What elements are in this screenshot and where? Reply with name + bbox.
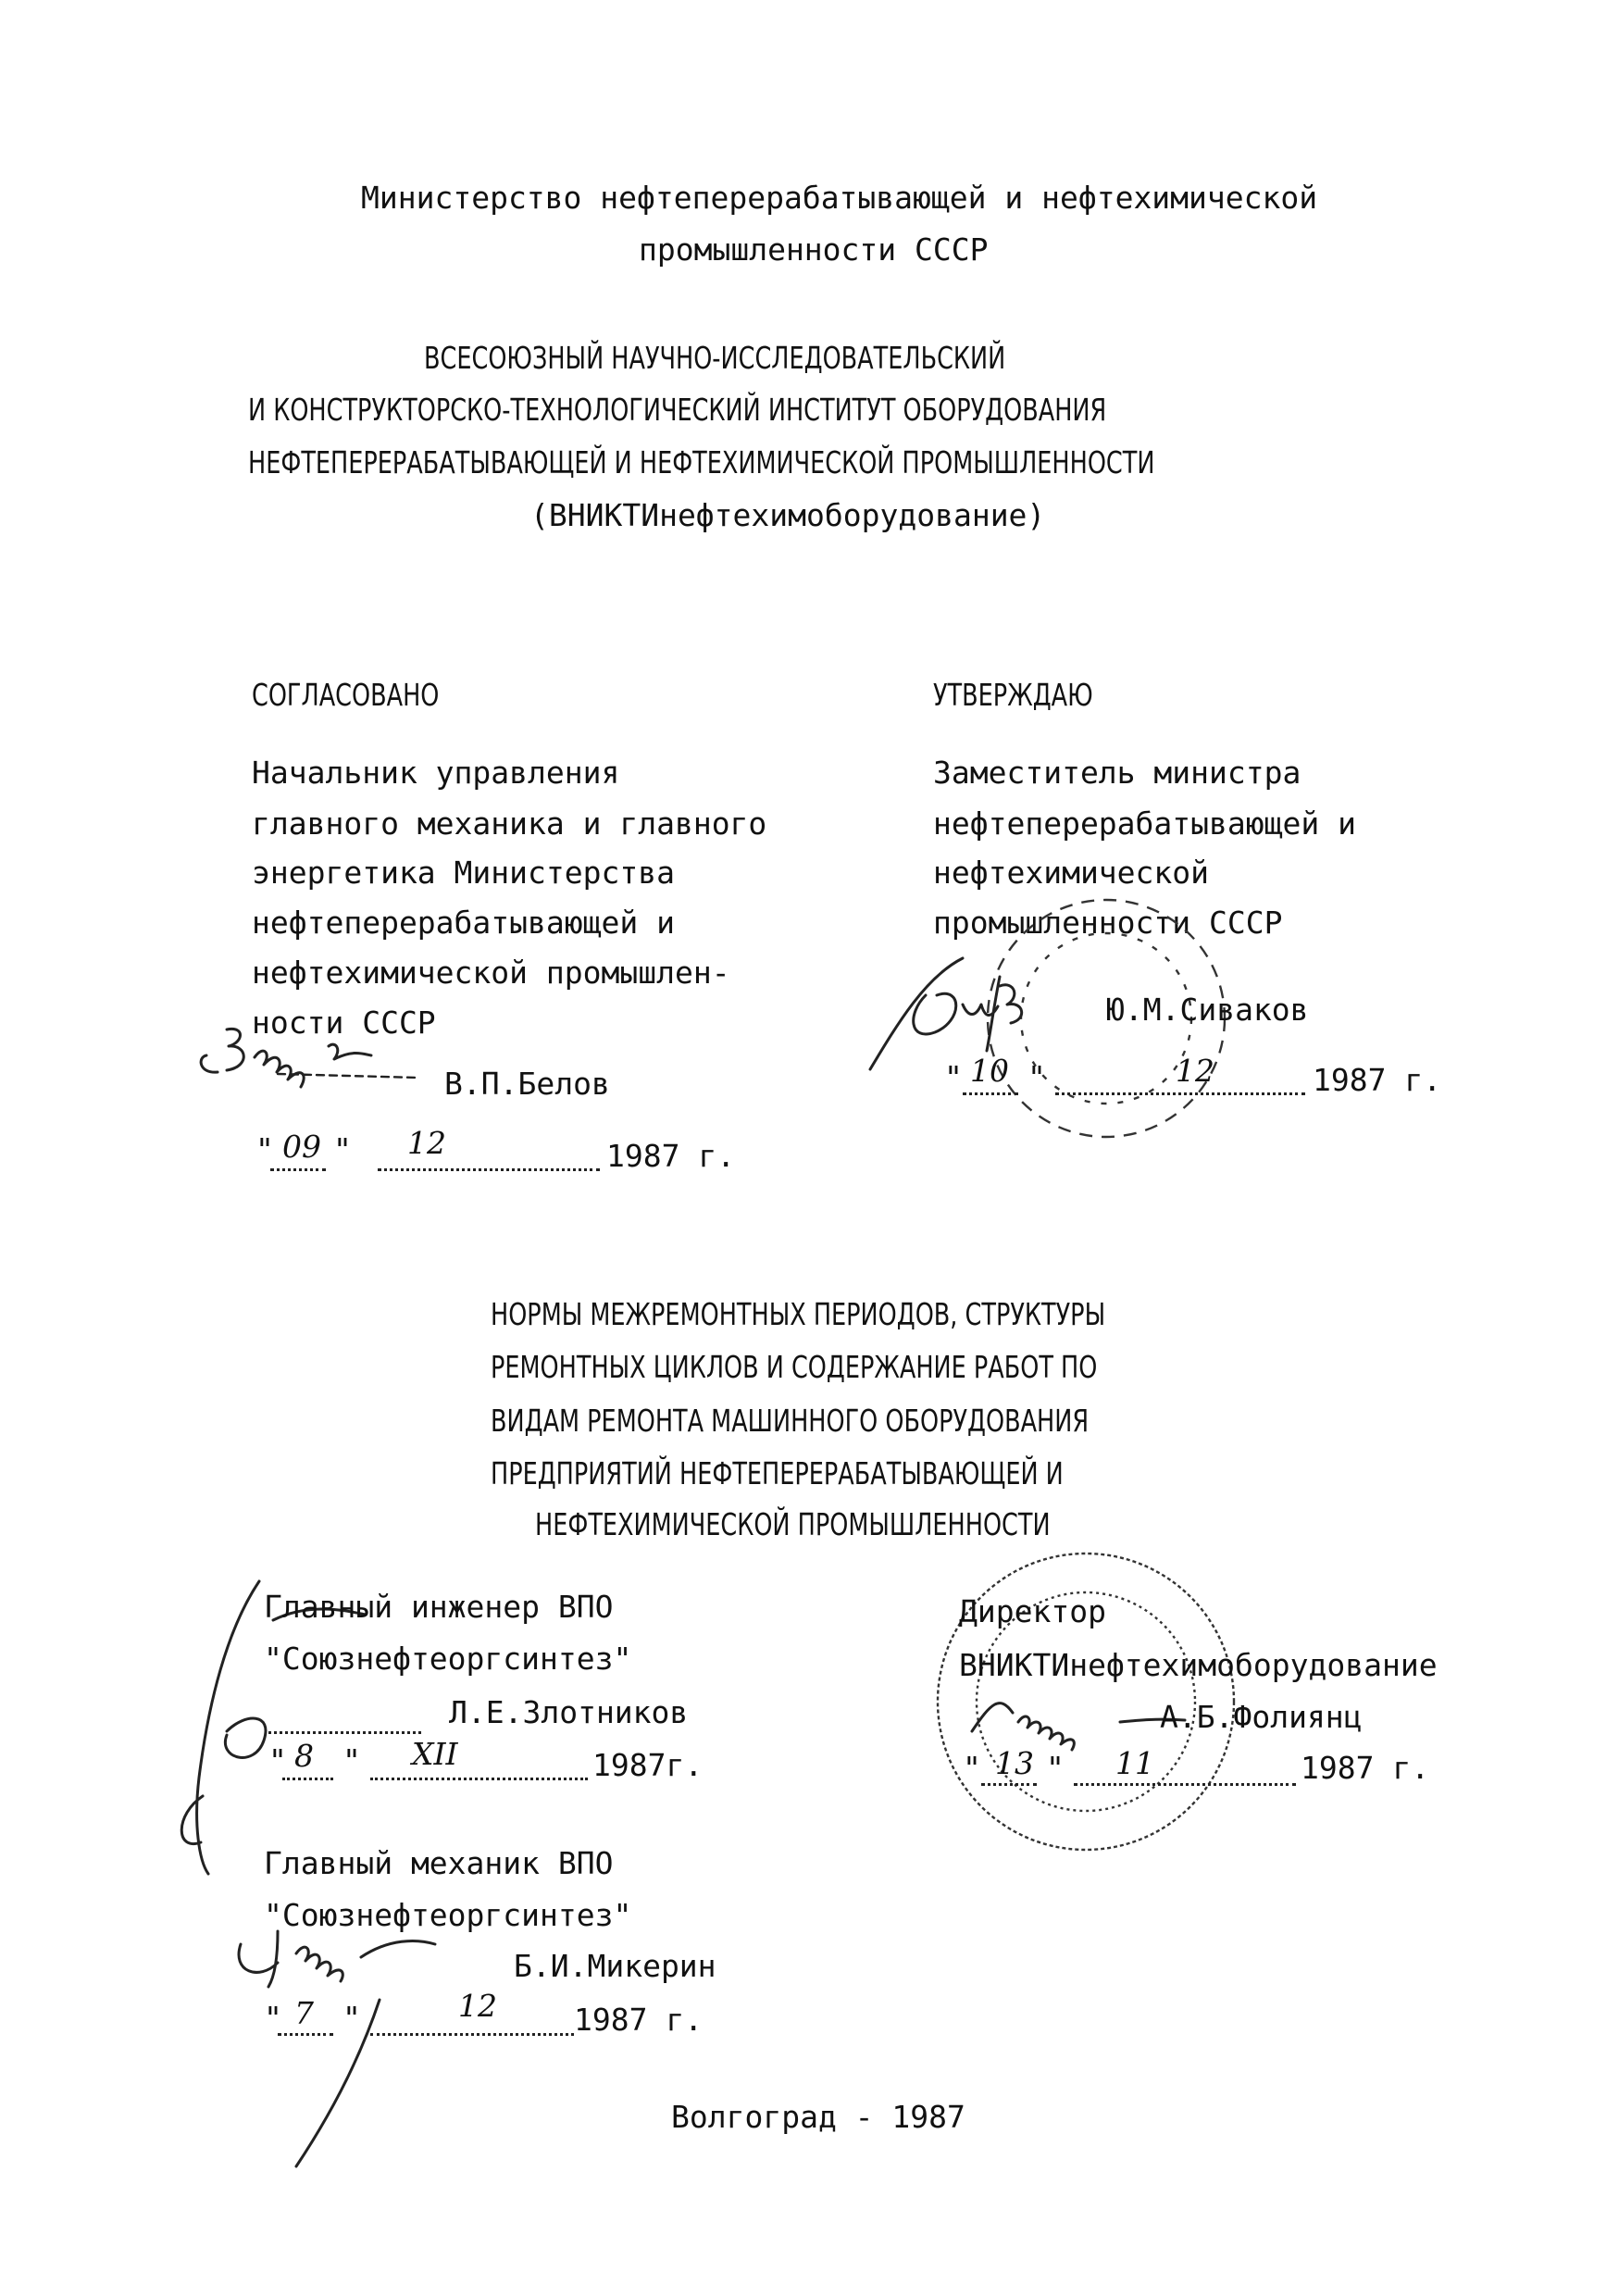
approved-date-month: 12 (1176, 1053, 1214, 1089)
document-title-line-2: РЕМОНТНЫХ ЦИКЛОВ И СОДЕРЖАНИЕ РАБОТ ПО (491, 1349, 1098, 1385)
agreed-line: главного механика и главного (252, 805, 767, 842)
director-line-2: ВНИКТИнефтехимоборудование (959, 1647, 1438, 1683)
director-date-underline (981, 1783, 1037, 1786)
chief-engineer-date-underline (282, 1778, 333, 1780)
chief-mechanic-date-quote: " (342, 2000, 361, 2036)
chief-engineer-date-day: 8 (294, 1738, 314, 1774)
chief-mechanic-line-1: Главный механик ВПО (264, 1845, 614, 1881)
agreed-date-underline (270, 1168, 326, 1171)
director-date-quote: " (963, 1750, 981, 1786)
agreed-date-year: 1987 г. (606, 1138, 736, 1174)
document-title-line-1: НОРМЫ МЕЖРЕМОНТНЫХ ПЕРИОДОВ, СТРУКТУРЫ (491, 1296, 1106, 1332)
agreed-date-underline (378, 1168, 600, 1171)
chief-mechanic-signature (222, 1916, 528, 2176)
agreed-heading: СОГЛАСОВАНО (252, 677, 440, 713)
director-date-quote: " (1046, 1750, 1065, 1786)
chief-engineer-signature-underline (268, 1731, 421, 1734)
document-title-line-4: ПРЕДПРИЯТИЙ НЕФТЕПЕРЕРАБАТЫВАЮЩЕЙ И (491, 1455, 1064, 1491)
institute-abbreviation: (ВНИКТИнефтехимоборудование) (530, 497, 1046, 533)
agreed-line: нефтехимической промышлен- (252, 955, 730, 991)
ministry-line-1: Министерство нефтеперерабатывающей и нефтехимической (361, 180, 1318, 216)
institute-line-2: И КОНСТРУКТОРСКО-ТЕХНОЛОГИЧЕСКИЙ ИНСТИТУТ ОБОРУДОВАНИЯ (248, 392, 1107, 428)
approved-signer: Ю.М.Сиваков (1106, 992, 1309, 1028)
chief-mechanic-line-2: "Союзнефтеоргсинтез" (264, 1897, 632, 1933)
approved-date-quote: " (1027, 1059, 1046, 1095)
chief-mechanic-date-day: 7 (294, 1995, 314, 2031)
chief-engineer-date-quote: " (268, 1742, 287, 1778)
institute-line-1: ВСЕСОЮЗНЫЙ НАУЧНО-ИССЛЕДОВАТЕЛЬСКИЙ (424, 340, 1006, 376)
agreed-date-quote: " (333, 1131, 352, 1167)
approved-line: Заместитель министра (933, 755, 1301, 791)
chief-mechanic-date-underline (370, 2033, 574, 2036)
agreed-line: ности СССР (252, 1004, 436, 1041)
agreed-line: энергетика Министерства (252, 855, 675, 891)
director-signer: А.Б.Фолиянц (1160, 1699, 1363, 1735)
chief-engineer-line-2: "Союзнефтеоргсинтез" (264, 1641, 632, 1677)
chief-engineer-date-quote: " (342, 1742, 361, 1778)
approved-line: промышленности СССР (933, 905, 1283, 941)
chief-mechanic-date-year: 1987 г. (574, 2002, 704, 2038)
ministry-line-2: промышленности СССР (639, 231, 989, 268)
institute-line-3: НЕФТЕПЕРЕРАБАТЫВАЮЩЕЙ И НЕФТЕХИМИЧЕСКОЙ ПРОМЫШЛЕННОСТИ (248, 444, 1155, 480)
approved-line: нефтеперерабатывающей и (933, 805, 1356, 842)
agreed-signer: В.П.Белов (444, 1066, 610, 1102)
agreed-date-month: 12 (407, 1125, 446, 1161)
chief-engineer-date-underline (370, 1778, 588, 1780)
chief-mechanic-date-underline (278, 2033, 333, 2036)
director-date-day: 13 (995, 1745, 1034, 1781)
agreed-line: Начальник управления (252, 755, 620, 791)
approved-date-day: 10 (970, 1053, 1009, 1089)
agreed-line: нефтеперерабатывающей и (252, 905, 675, 941)
chief-mechanic-date-month: 12 (458, 1988, 497, 2024)
chief-engineer-date-month: XII (412, 1736, 458, 1772)
document-title-line-3: ВИДАМ РЕМОНТА МАШИННОГО ОБОРУДОВАНИЯ (491, 1403, 1090, 1439)
chief-mechanic-signer: Б.И.Микерин (514, 1948, 716, 1984)
chief-engineer-signer: Л.Е.Злотников (449, 1694, 689, 1730)
director-line-1: Директор (959, 1593, 1106, 1629)
chief-engineer-line-1: Главный инженер ВПО (264, 1589, 614, 1625)
approved-date-quote: " (944, 1059, 963, 1095)
approved-date-underline (963, 1092, 1018, 1095)
approved-line: нефтехимической (933, 855, 1210, 891)
director-date-month: 11 (1115, 1745, 1154, 1781)
chief-mechanic-date-quote: " (264, 2000, 282, 2036)
agreed-signature (190, 1018, 430, 1092)
approved-heading: УТВЕРЖДАЮ (933, 677, 1093, 713)
director-date-year: 1987 г. (1301, 1750, 1430, 1786)
approved-date-underline (1055, 1092, 1305, 1095)
document-title-line-5: НЕФТЕХИМИЧЕСКОЙ ПРОМЫШЛЕННОСТИ (535, 1506, 1051, 1542)
place-and-year: Волгоград - 1987 (671, 2099, 965, 2135)
approved-date-year: 1987 г. (1313, 1062, 1442, 1098)
agreed-date-day: 09 (282, 1129, 321, 1165)
chief-engineer-date-year: 1987г. (592, 1747, 704, 1783)
agreed-date-quote: " (255, 1131, 274, 1167)
director-date-underline (1074, 1783, 1296, 1786)
